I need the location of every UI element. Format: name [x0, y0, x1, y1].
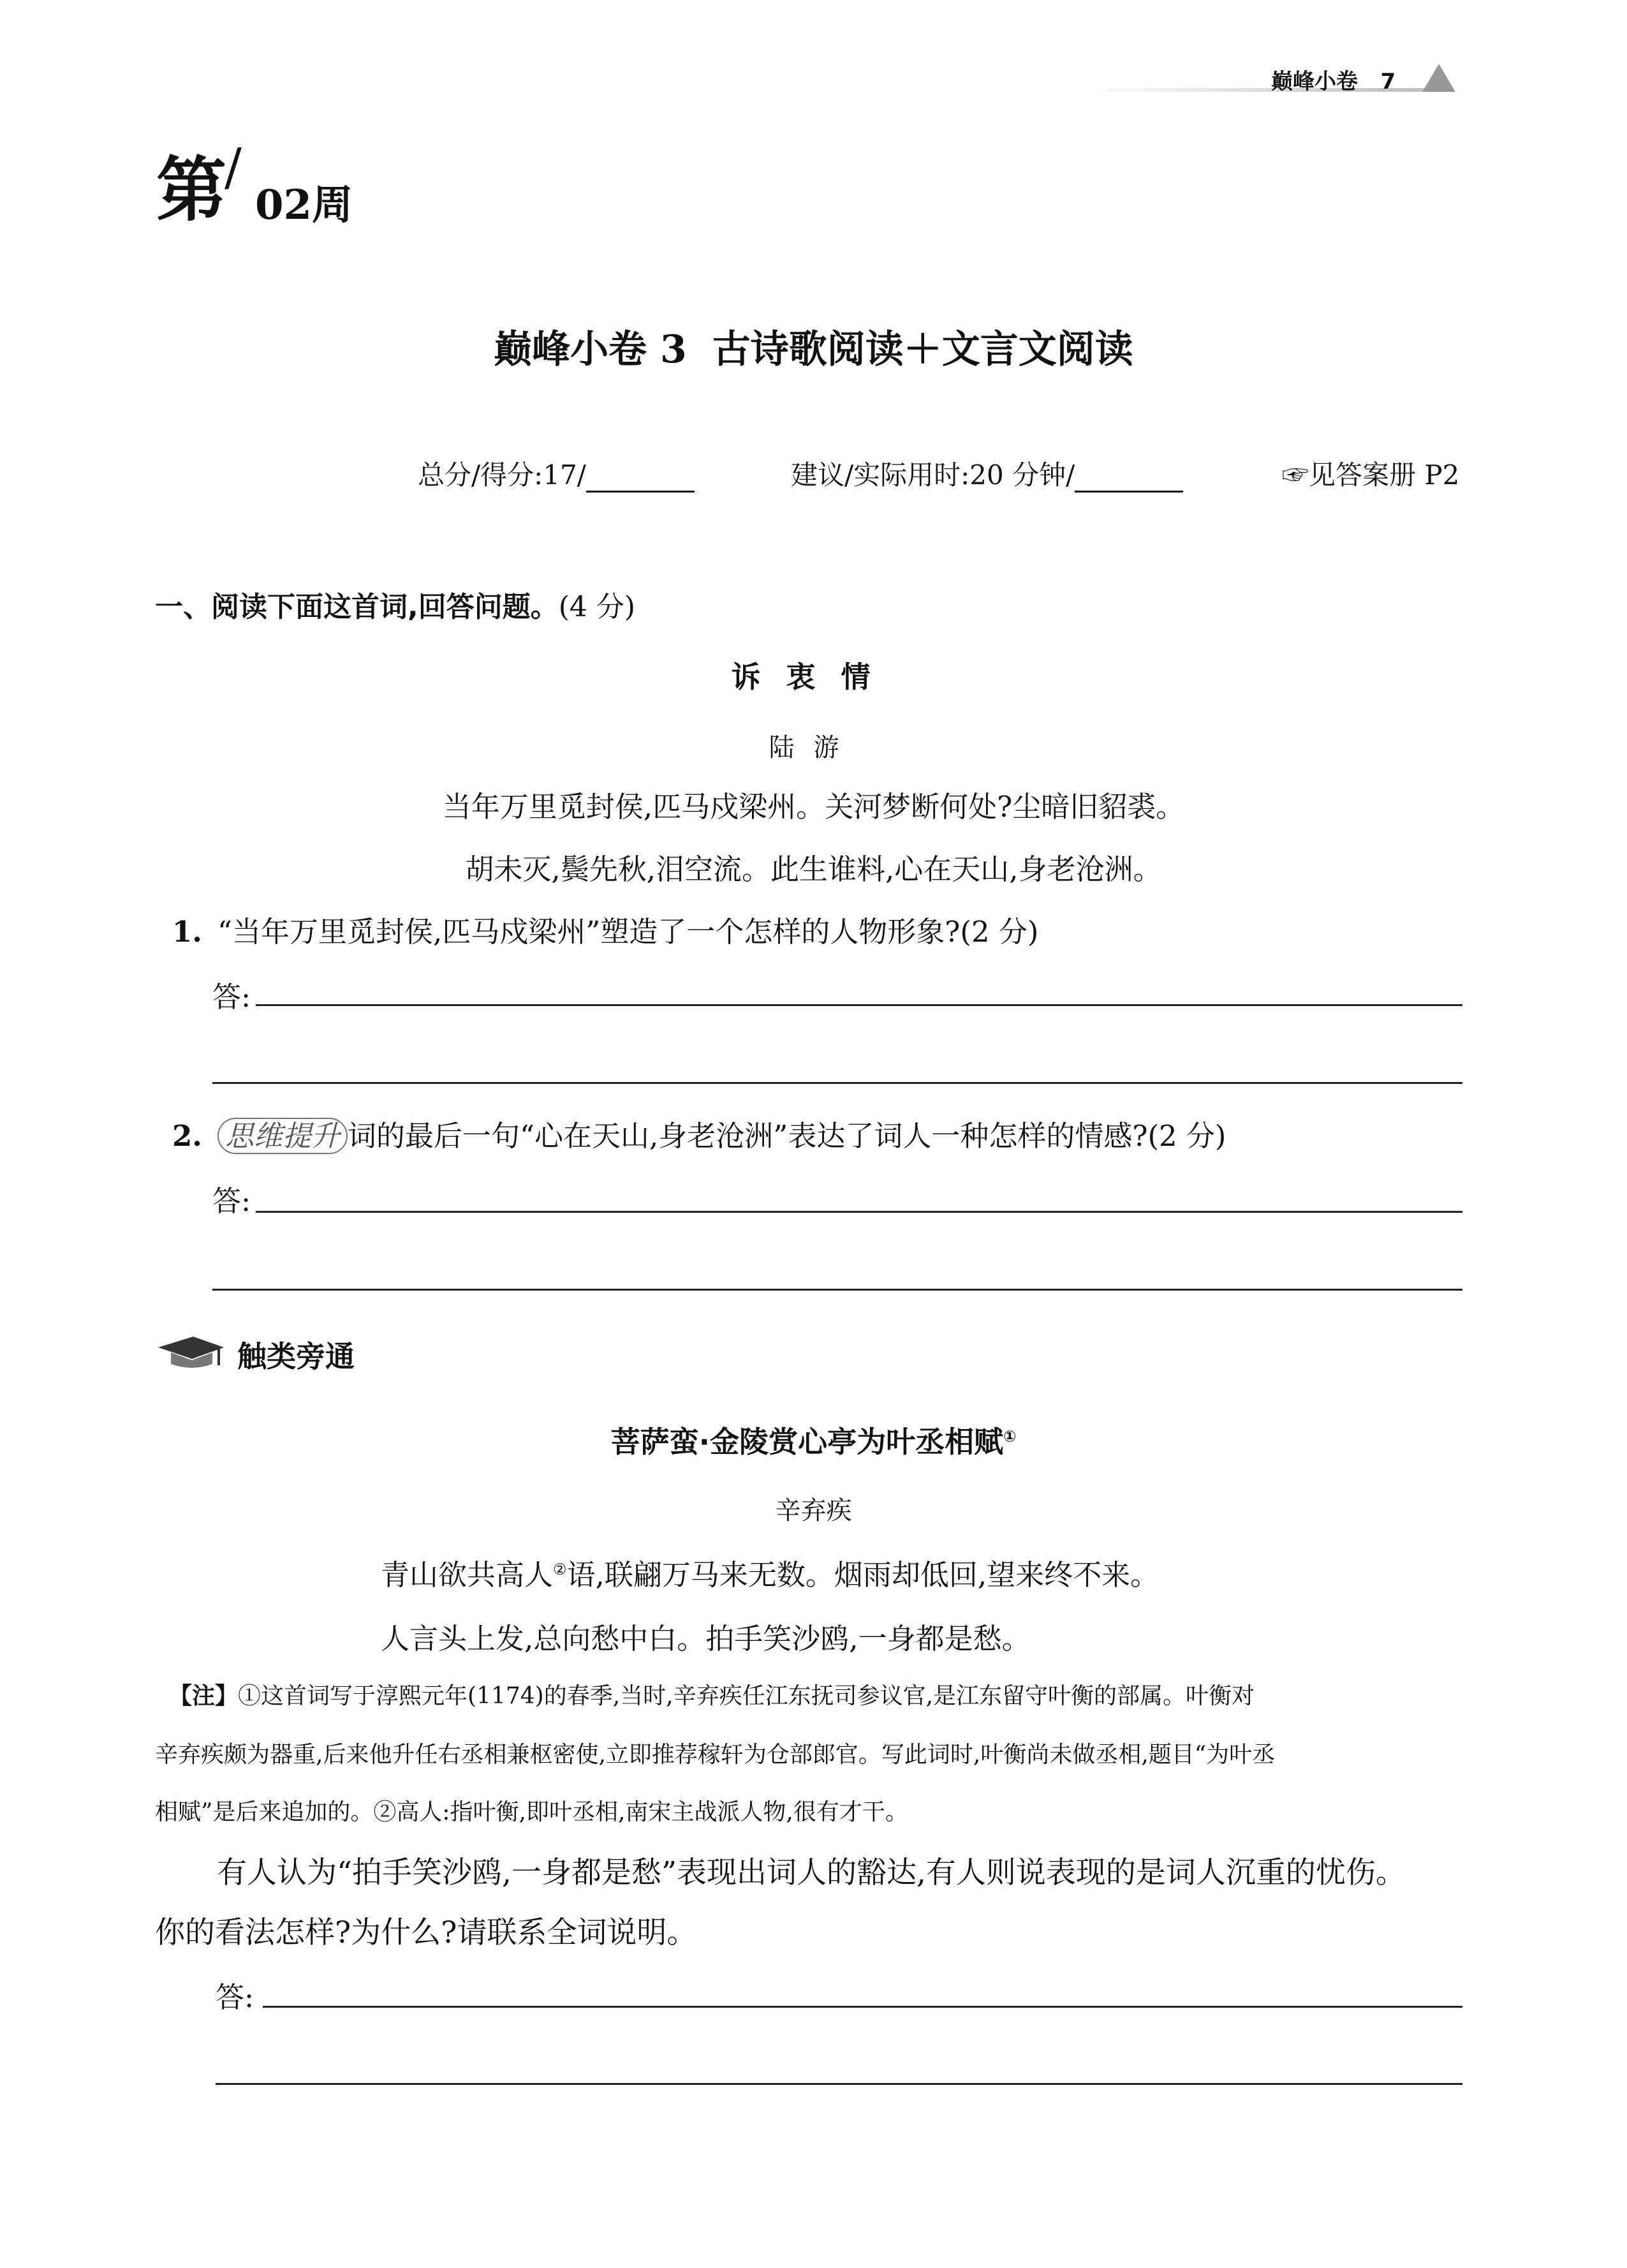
thinking-tag: 思维提升 [217, 1118, 348, 1154]
note-text: ①这首词写于淳熙元年(1174)的春季,当时,辛弃疾任江东抚司参议官,是江东留守叶衡的部属。叶衡对 [238, 1683, 1255, 1709]
note-label: 【注】 [169, 1682, 239, 1709]
answer-line[interactable] [212, 1289, 1462, 1291]
running-header [1271, 64, 1395, 95]
extension-title-text: 菩萨蛮·金陵赏心亭为叶丞相赋 [610, 1425, 1004, 1459]
triangle-icon [1422, 64, 1455, 92]
question-number: 1. [172, 915, 202, 949]
page-title [0, 319, 1627, 374]
section1-heading-text: 一、阅读下面这首词,回答问题。 [155, 591, 559, 623]
poem-text: 语,联翩万马来无数。烟雨却低回,望来终不来。 [566, 1558, 1160, 1592]
poem-line: 胡未灭,鬓先秋,泪空流。此生谁料,心在天山,身老沧洲。 [465, 852, 1162, 886]
title-label: 巅峰小卷 3 [494, 327, 687, 372]
page-number: 7 [1380, 69, 1396, 94]
score-field [418, 454, 695, 493]
time-blank[interactable] [1075, 469, 1183, 493]
header-series: 巅峰小卷 [1271, 69, 1358, 94]
title-subject: 古诗歌阅读＋文言文阅读 [712, 327, 1133, 372]
answer-label: 答: [216, 1980, 254, 2014]
note-line: 相赋”是后来追加的。②高人:指叶衡,即叶丞相,南宋主战派人物,很有才干。 [155, 1799, 908, 1825]
question-paragraph: 你的看法怎样?为什么?请联系全词说明。 [155, 1915, 697, 1950]
poem-title: 诉衷情 [731, 660, 896, 694]
note-line [169, 1678, 1255, 1710]
week-number: 02周 [255, 181, 353, 229]
time-field [791, 454, 1183, 493]
answer-label: 答: [212, 1184, 251, 1218]
footnote-marker: ① [1003, 1427, 1017, 1446]
question-paragraph: 有人认为“拍手笑沙鸥,一身都是愁”表现出词人的豁达,有人则说表现的是词人沉重的忧伤。 [217, 1855, 1406, 1890]
question-text: 词的最后一句“心在天山,身老沧洲”表达了词人一种怎样的情感?(2 分) [348, 1119, 1226, 1153]
question-1 [172, 908, 1038, 950]
answer-line[interactable] [256, 1004, 1462, 1006]
week-slash: / [225, 137, 242, 196]
footnote-marker: ② [553, 1560, 567, 1578]
question-text: “当年万里觅封侯,匹马戍梁州”塑造了一个怎样的人物形象?(2 分) [217, 915, 1039, 949]
poem-line: 当年万里觅封侯,匹马戍梁州。关河梦断何处?尘暗旧貂裘。 [442, 790, 1185, 824]
answer-line[interactable] [216, 2083, 1462, 2085]
answer-line[interactable] [212, 1082, 1462, 1084]
time-label: 建议/实际用时:20 分钟/ [791, 459, 1075, 491]
extension-poem-author: 辛弃疾 [775, 1496, 852, 1525]
score-blank[interactable] [586, 469, 695, 493]
answer-line[interactable] [263, 2006, 1462, 2008]
section1-points: (4 分) [558, 591, 636, 623]
answer-label: 答: [212, 980, 251, 1014]
poem-line: 人言头上发,总向愁中白。拍手笑沙鸥,一身都是愁。 [381, 1622, 1031, 1656]
answer-reference: ☞见答案册 P2 [1282, 459, 1460, 491]
extension-poem-title [0, 1419, 1627, 1461]
poem-text: 青山欲共高人 [381, 1558, 554, 1592]
question-2 [172, 1113, 1226, 1154]
score-label: 总分/得分:17/ [418, 459, 586, 491]
answer-line[interactable] [256, 1211, 1462, 1213]
poem-author: 陆游 [769, 733, 858, 762]
poem-line [381, 1552, 1159, 1593]
note-line: 辛弃疾颇为器重,后来他升任右丞相兼枢密使,立即推荐稼轩为仓部郎官。写此词时,叶衡尚未做丞相,题目“为叶丞 [155, 1742, 1276, 1768]
graduation-cap-icon [155, 1333, 225, 1372]
section1-heading [155, 584, 635, 625]
question-number: 2. [172, 1119, 202, 1153]
week-prefix: 第 [156, 149, 226, 231]
extension-heading: 触类旁通 [237, 1339, 355, 1374]
